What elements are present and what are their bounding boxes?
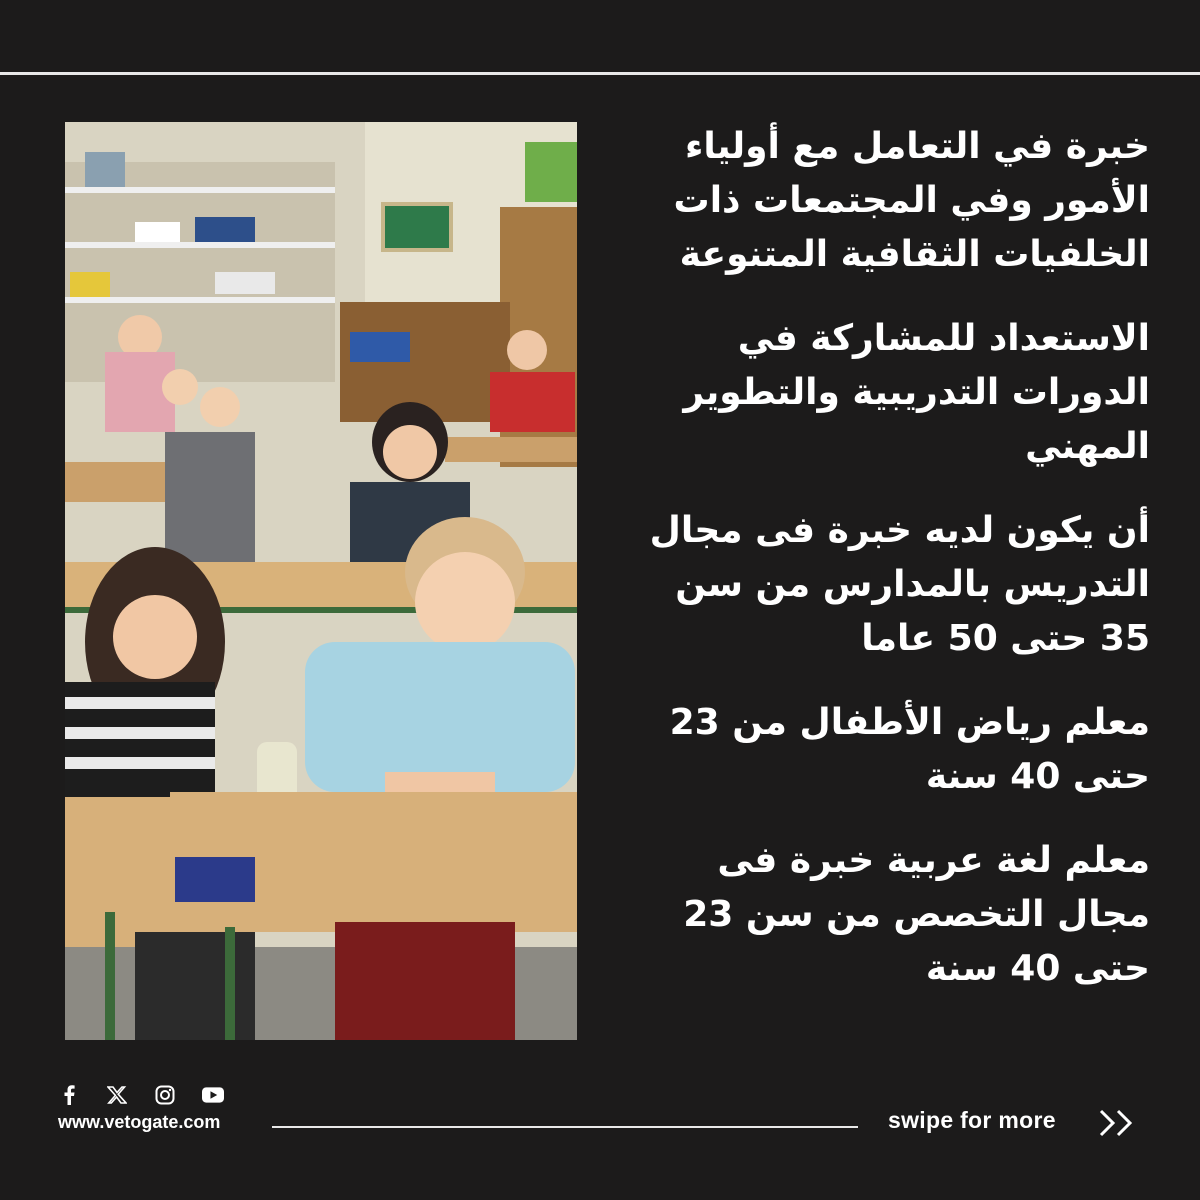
bottom-divider <box>272 1126 858 1128</box>
website-link[interactable]: www.vetogate.com <box>58 1112 221 1132</box>
x-icon[interactable] <box>106 1084 128 1106</box>
double-chevron-right-icon[interactable] <box>1098 1108 1140 1138</box>
swipe-label[interactable]: swipe for more <box>888 1107 1056 1133</box>
requirement-1: خبرة في التعامل مع أولياء الأمور وفي المجتمعات ذات الخلفيات الثقافية المتنوعة <box>673 126 1150 275</box>
requirement-3: أن يكون لديه خبرة فى مجال التدريس بالمدارس من سن 35 حتى 50 عاما <box>649 510 1150 659</box>
requirement-5: معلم لغة عربية خبرة فى مجال التخصص من سن 23 حتى 40 سنة <box>683 840 1150 989</box>
requirements-text <box>620 120 1150 1026</box>
facebook-icon[interactable] <box>58 1084 80 1106</box>
instagram-icon[interactable] <box>154 1084 176 1106</box>
top-divider <box>0 72 1200 75</box>
social-links <box>58 1084 224 1106</box>
youtube-icon[interactable] <box>202 1084 224 1106</box>
requirement-2: الاستعداد للمشاركة في الدورات التدريبية والتطوير المهني <box>683 318 1150 467</box>
requirement-4: معلم رياض الأطفال من 23 حتى 40 سنة <box>669 702 1150 797</box>
classroom-photo <box>65 122 577 1040</box>
